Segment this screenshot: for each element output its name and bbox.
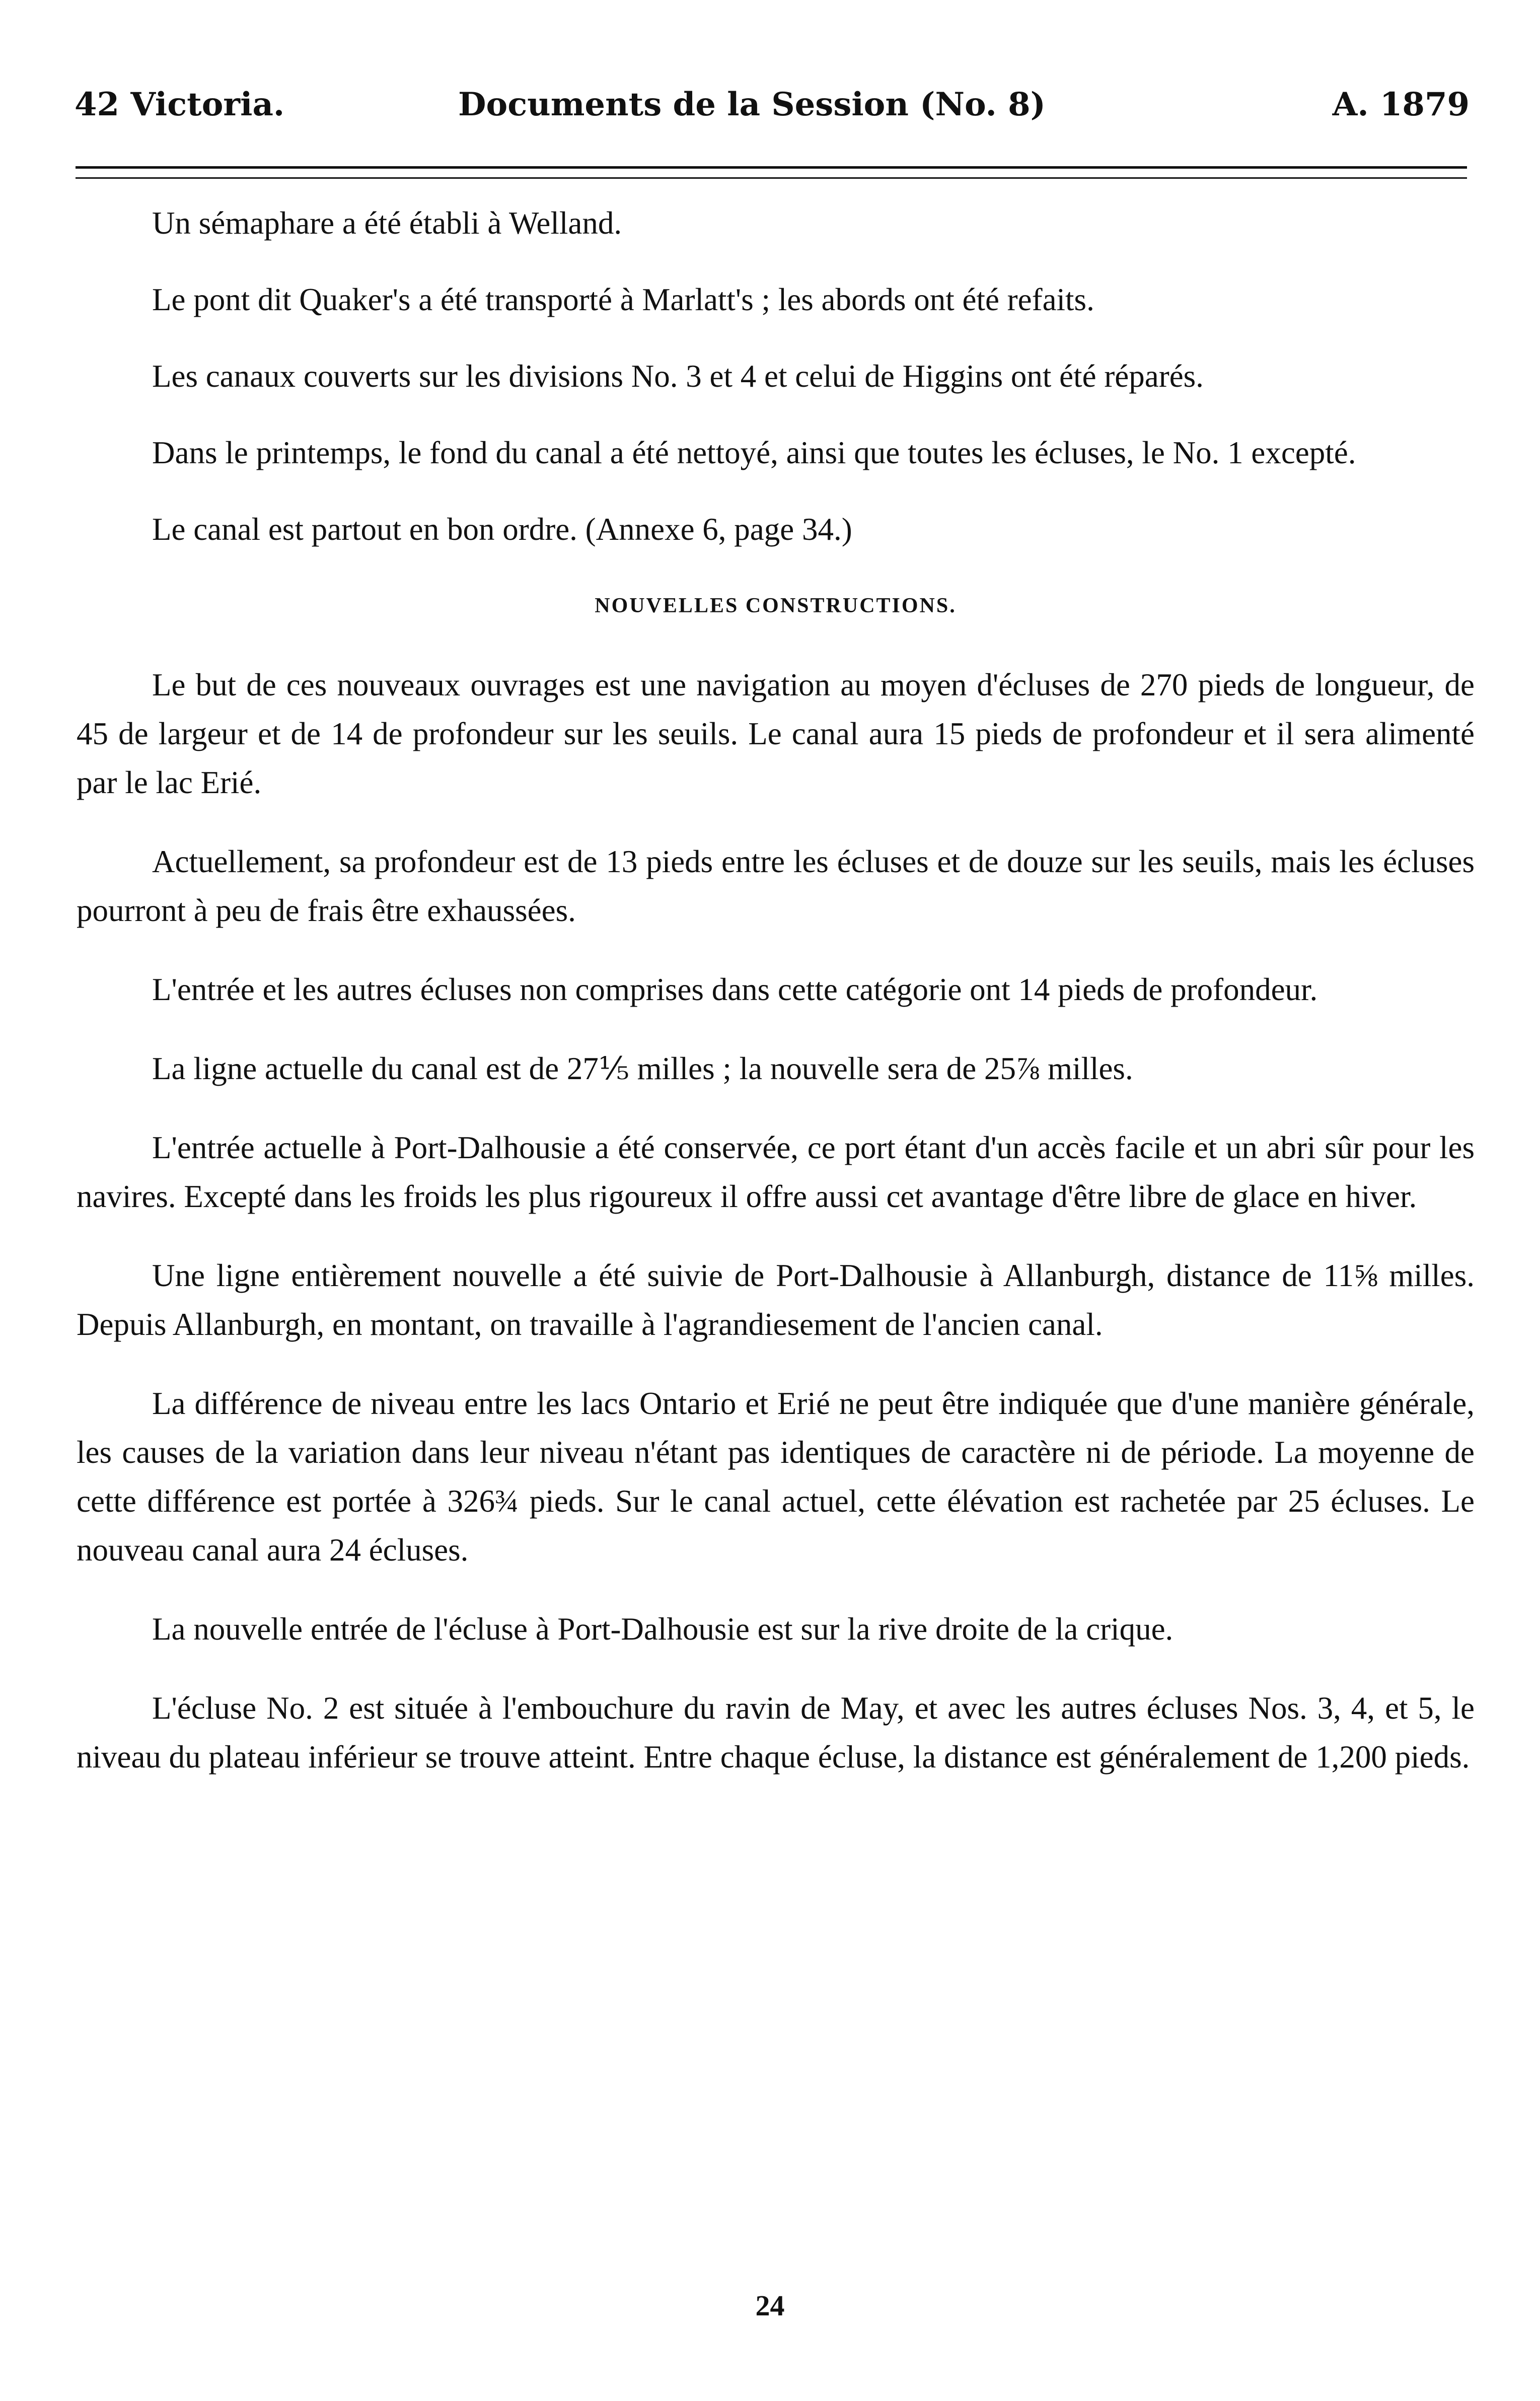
paragraph: Le pont dit Quaker's a été transporté à Marlatt's ; les abords ont été refaits. xyxy=(152,282,1094,317)
header-rule-thin xyxy=(76,177,1467,179)
header-rule-thick xyxy=(76,166,1467,169)
paragraph: Dans le printemps, le fond du canal a été nettoyé, ainsi que toutes les écluses, le No. 1 excepté. xyxy=(152,435,1356,470)
paragraph: Le canal est partout en bon ordre. (Annexe 6, page 34.) xyxy=(152,512,852,547)
paragraph: Actuellement, sa profondeur est de 13 pieds entre les écluses et de douze sur les seuils, mais les écluses pourront à peu de frais être exhaussées. xyxy=(77,844,1475,928)
paragraph: Le but de ces nouveaux ouvrages est une navigation au moyen d'écluses de 270 pieds de longueur, de 45 de largeur et de 14 de profondeur sur les seuils. Le canal aura 15 pieds de profondeur et il sera alimenté par le lac Erié. xyxy=(77,667,1475,800)
paragraph: Un sémaphare a été établi à Welland. xyxy=(152,205,622,241)
paragraph: Une ligne entièrement nouvelle a été suivie de Port-Dalhousie à Allanburgh, distance de 11⅝ milles. Depuis Allanburgh, en montant, on travaille à l'agrandiesement de l'ancien canal. xyxy=(77,1258,1475,1342)
header-volume: 42 Victoria. xyxy=(75,86,285,123)
paragraph: L'entrée et les autres écluses non comprises dans cette catégorie ont 14 pieds de profondeur. xyxy=(152,972,1318,1007)
page-number: 24 xyxy=(755,2289,785,2322)
header-title: Documents de la Session (No. 8) xyxy=(458,86,1046,123)
running-header xyxy=(70,76,1470,136)
paragraph: Les canaux couverts sur les divisions No. 3 et 4 et celui de Higgins ont été réparés. xyxy=(152,359,1204,394)
header-year: A. 1879 xyxy=(1332,86,1470,123)
paragraph: La nouvelle entrée de l'écluse à Port-Dalhousie est sur la rive droite de la crique. xyxy=(152,1611,1174,1647)
paragraph: L'entrée actuelle à Port-Dalhousie a été conservée, ce port étant d'un accès facile et un abri sûr pour les navires. Excepté dans les froids les plus rigoureux il offre aussi cet avantage d'être libre de glace en hiver. xyxy=(77,1130,1475,1214)
body-text xyxy=(77,199,1475,1812)
paragraph: L'écluse No. 2 est située à l'embouchure du ravin de May, et avec les autres écluses Nos. 3, 4, et 5, le niveau du plateau inférieur se trouve atteint. Entre chaque écluse, la distance est généralement de 1,200 pieds. xyxy=(77,1690,1475,1775)
section-heading: NOUVELLES CONSTRUCTIONS. xyxy=(595,594,957,617)
paragraph: La ligne actuelle du canal est de 27⅕ milles ; la nouvelle sera de 25⅞ milles. xyxy=(152,1051,1133,1086)
paragraph: La différence de niveau entre les lacs Ontario et Erié ne peut être indiquée que d'une manière générale, les causes de la variation dans leur niveau n'étant pas identiques de caractère ni de période. La moyenne de cette différence est portée à 326¾ pieds. Sur le canal actuel, cette élévation est rachetée par 25 écluses. Le nouveau canal aura 24 écluses. xyxy=(77,1386,1475,1568)
